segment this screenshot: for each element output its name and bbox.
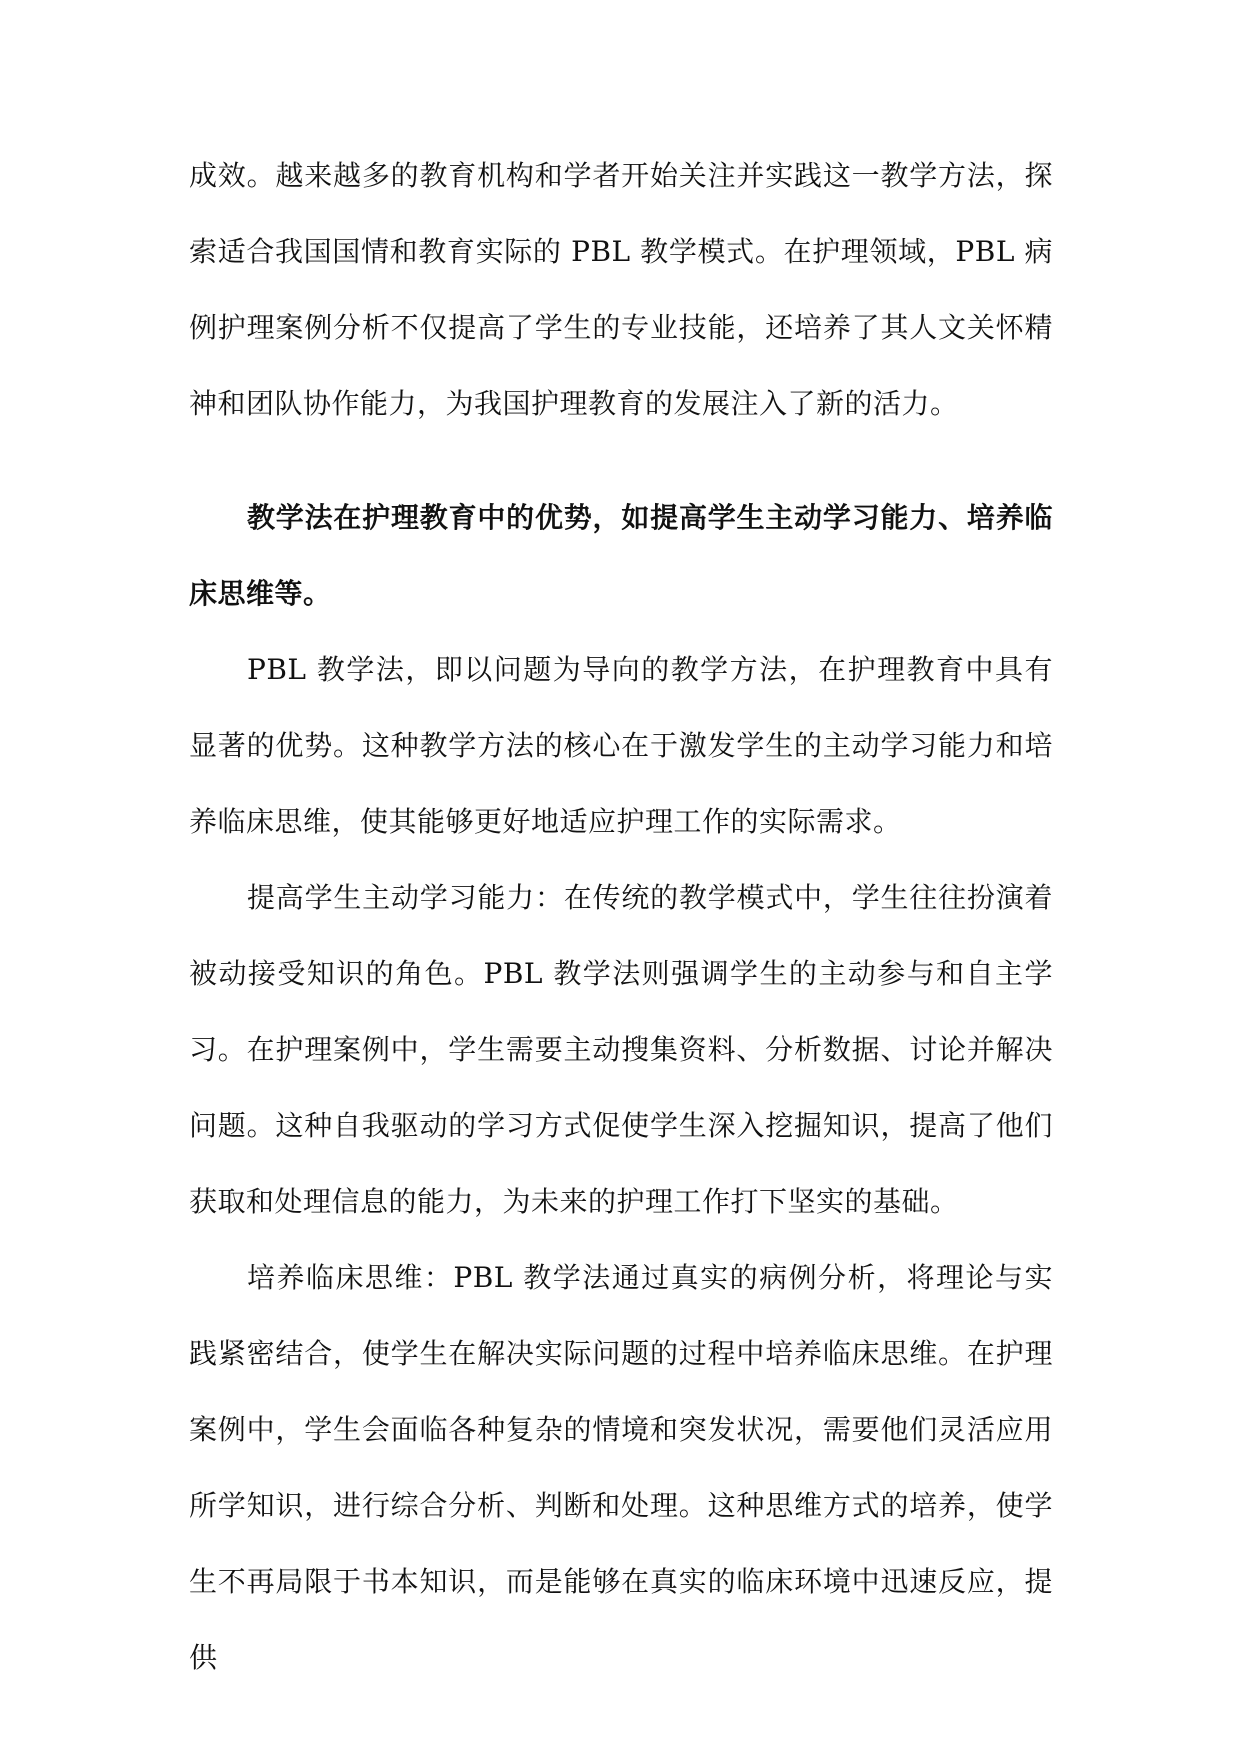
paragraph-continuation: 成效。越来越多的教育机构和学者开始关注并实践这一教学方法，探索适合我国国情和教育实际的 PBL 教学模式。在护理领域，PBL 病例护理案例分析不仅提高了学生的专业技能，还培养了其人文关怀精神和团队协作能力，为我国护理教育的发展注入了新的活力。 xyxy=(189,159,1053,420)
section-heading: 教学法在护理教育中的优势，如提高学生主动学习能力、培养临床思维等。 xyxy=(189,501,1053,610)
document-body xyxy=(189,138,1053,1696)
paragraph-pbl-intro: PBL 教学法，即以问题为导向的教学方法，在护理教育中具有显著的优势。这种教学方法的核心在于激发学生的主动学习能力和培养临床思维，使其能够更好地适应护理工作的实际需求。 xyxy=(189,653,1053,838)
paragraph-clinical-thinking: 培养临床思维：PBL 教学法通过真实的病例分析，将理论与实践紧密结合，使学生在解决实际问题的过程中培养临床思维。在护理案例中，学生会面临各种复杂的情境和突发状况，需要他们灵活应用所学知识，进行综合分析、判断和处理。这种思维方式的培养，使学生不再局限于书本知识，而是能够在真实的临床环境中迅速反应，提供 xyxy=(189,1261,1053,1674)
paragraph-active-learning: 提高学生主动学习能力：在传统的教学模式中，学生往往扮演着被动接受知识的角色。PBL 教学法则强调学生的主动参与和自主学习。在护理案例中，学生需要主动搜集资料、分析数据、讨论并解决问题。这种自我驱动的学习方式促使学生深入挖掘知识，提高了他们获取和处理信息的能力，为未来的护理工作打下坚实的基础。 xyxy=(189,881,1053,1218)
